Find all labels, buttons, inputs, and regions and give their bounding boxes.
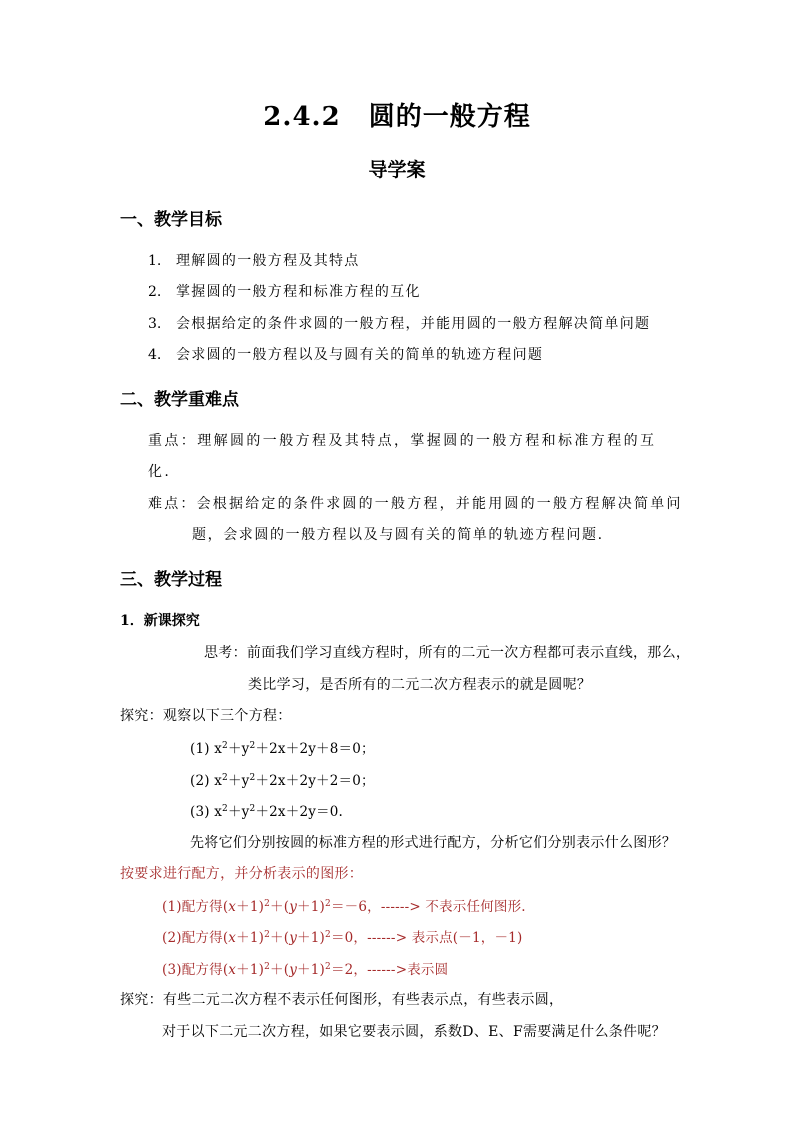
section-heading-process: 三、教学过程 — [120, 570, 222, 590]
subsection-heading: 1．新课探究 — [120, 613, 200, 629]
goal-item: 4. 会求圆的一般方程以及与圆有关的简单的轨迹方程问题 — [148, 347, 544, 363]
explore2-line2: 对于以下二元二次方程，如果它要表示圆，系数D、E、F需要满足什么条件呢？ — [162, 1024, 666, 1040]
answer-1: (1)配方得$(x+1)^2+(y+1)^2=-6$，------> 不表示任何图形. — [162, 899, 526, 915]
equation-2: (2) $x^2+y^2+2x+2y+2=0$； — [190, 773, 375, 789]
answer-heading: 按要求进行配方，并分析表示的图形： — [120, 866, 364, 882]
explore-intro: 探究：观察以下三个方程： — [120, 708, 292, 724]
title-text: 圆的一般方程 — [368, 102, 531, 132]
section-number: 2.4.2 — [263, 102, 341, 132]
think-line1: 思考：前面我们学习直线方程时，所有的二元一次方程都可表示直线，那么， — [204, 645, 691, 661]
difficult-point-line2: 题，会求圆的一般方程以及与圆有关的简单的轨迹方程问题. — [192, 527, 604, 543]
section-heading-keypoints: 二、教学重难点 — [120, 390, 239, 410]
answer-2: (2)配方得$(x+1)^2+(y+1)^2=0$，------> 表示点(－1，－1) — [162, 930, 523, 946]
think-line2: 类比学习，是否所有的二元二次方程表示的就是圆呢？ — [248, 677, 592, 693]
document-title — [0, 96, 794, 133]
instruction-text: 先将它们分别按圆的标准方程的形式进行配方，分析它们分别表示什么图形？ — [190, 835, 677, 851]
difficult-point-line1: 难点：会根据给定的条件求圆的一般方程，并能用圆的一般方程解决简单问 — [148, 496, 683, 512]
goal-item: 3. 会根据给定的条件求圆的一般方程，并能用圆的一般方程解决简单问题 — [148, 316, 651, 332]
document-subtitle: 导学案 — [368, 159, 426, 181]
equation-3: (3) $x^2+y^2+2x+2y=0$. — [190, 804, 344, 820]
equation-1: (1) $x^2+y^2+2x+2y+8=0$； — [190, 741, 375, 757]
important-point-line2: 化. — [148, 464, 172, 480]
important-point-line1: 重点：理解圆的一般方程及其特点，掌握圆的一般方程和标准方程的互 — [148, 433, 657, 449]
section-heading-goals: 一、教学目标 — [120, 210, 222, 230]
goal-item: 2. 掌握圆的一般方程和标准方程的互化 — [148, 284, 421, 300]
answer-3: (3)配方得$(x+1)^2+(y+1)^2=2$，------>表示圆 — [162, 962, 449, 978]
goal-item: 1. 理解圆的一般方程及其特点 — [148, 253, 360, 269]
explore2-line1: 探究：有些二元二次方程不表示任何图形，有些表示点，有些表示圆， — [120, 992, 564, 1008]
